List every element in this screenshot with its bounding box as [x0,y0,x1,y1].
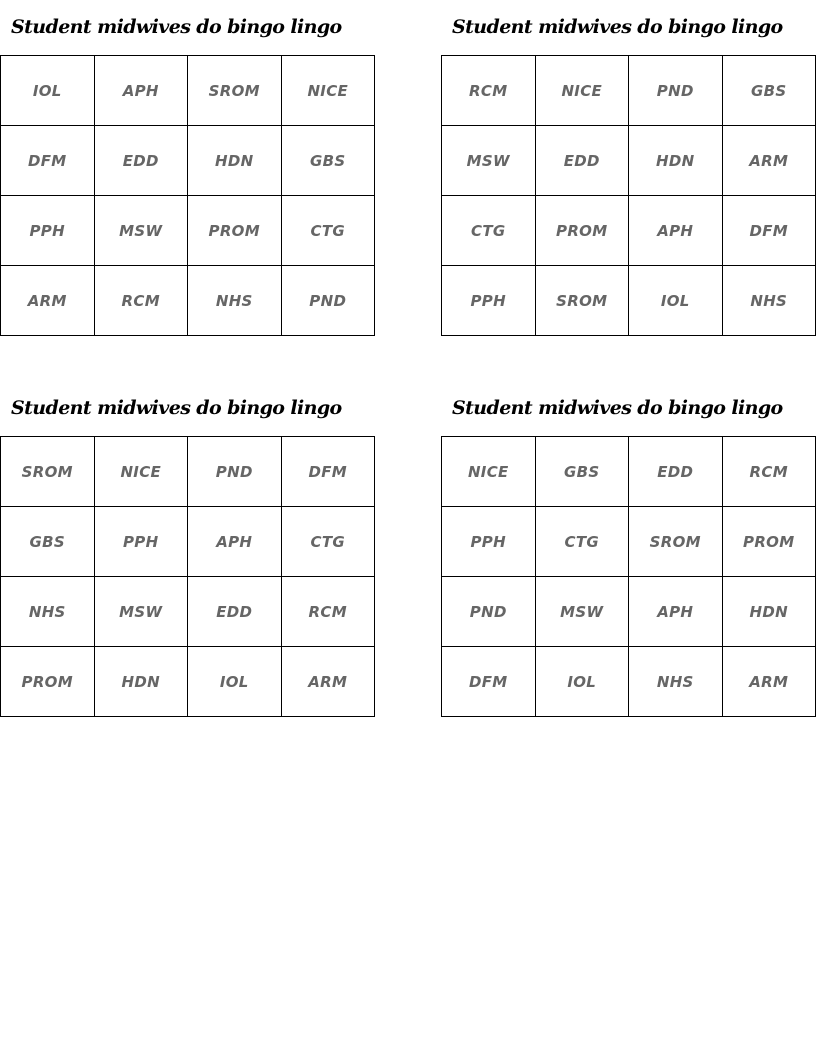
bingo-cell: RCM [442,56,536,126]
bingo-cell: RCM [95,266,189,336]
bingo-cell: PND [188,437,282,507]
bingo-cell: CTG [282,196,376,266]
bingo-cell: GBS [536,437,630,507]
bingo-cell: PROM [1,647,95,717]
bingo-cell: PND [282,266,376,336]
bingo-cell: APH [188,507,282,577]
bingo-cell: NICE [95,437,189,507]
bingo-cell: EDD [188,577,282,647]
bingo-cell: PPH [442,507,536,577]
bingo-cell: EDD [536,126,630,196]
bingo-cell: GBS [282,126,376,196]
bingo-cell: PPH [442,266,536,336]
bingo-card-3 [0,381,375,717]
bingo-cell: APH [629,196,723,266]
bingo-cell: DFM [442,647,536,717]
bingo-cell: RCM [723,437,816,507]
bingo-cell: SROM [629,507,723,577]
bingo-cell: NHS [629,647,723,717]
bingo-cell: PND [442,577,536,647]
bingo-card-4 [441,381,816,717]
bingo-cell: NICE [536,56,630,126]
bingo-cell: PPH [95,507,189,577]
bingo-cell: SROM [536,266,630,336]
bingo-cell: SROM [1,437,95,507]
bingo-cell: CTG [442,196,536,266]
bingo-cell: PROM [536,196,630,266]
bingo-grid [0,55,375,336]
bingo-cell: RCM [282,577,376,647]
bingo-card-title: Student midwives do bingo lingo [452,16,783,38]
bingo-cell: APH [95,56,189,126]
bingo-cell: PND [629,56,723,126]
bingo-cell: MSW [536,577,630,647]
bingo-cell: CTG [536,507,630,577]
bingo-cell: SROM [188,56,282,126]
bingo-cell: MSW [442,126,536,196]
bingo-cell: PROM [723,507,816,577]
bingo-cell: HDN [629,126,723,196]
bingo-cell: ARM [723,126,816,196]
bingo-cell: GBS [723,56,816,126]
bingo-cell: ARM [282,647,376,717]
bingo-cell: MSW [95,196,189,266]
bingo-cell: ARM [1,266,95,336]
bingo-grid [0,436,375,717]
bingo-cell: NHS [723,266,816,336]
bingo-cell: IOL [1,56,95,126]
bingo-cell: HDN [188,126,282,196]
bingo-cell: NICE [442,437,536,507]
bingo-cell: HDN [723,577,816,647]
bingo-cell: NHS [1,577,95,647]
bingo-cell: DFM [723,196,816,266]
bingo-cell: PPH [1,196,95,266]
bingo-cell: IOL [629,266,723,336]
bingo-cell: EDD [629,437,723,507]
bingo-cell: PROM [188,196,282,266]
bingo-cell: EDD [95,126,189,196]
bingo-cell: NICE [282,56,376,126]
bingo-grid [441,55,816,336]
bingo-cell: DFM [282,437,376,507]
bingo-cell: IOL [188,647,282,717]
bingo-cell: ARM [723,647,816,717]
bingo-card-title: Student midwives do bingo lingo [11,16,342,38]
bingo-card-2 [441,0,816,336]
bingo-cell: GBS [1,507,95,577]
bingo-grid [441,436,816,717]
bingo-cell: IOL [536,647,630,717]
bingo-cell: MSW [95,577,189,647]
bingo-cell: CTG [282,507,376,577]
bingo-cell: NHS [188,266,282,336]
bingo-card-1 [0,0,375,336]
bingo-card-title: Student midwives do bingo lingo [452,397,783,419]
bingo-cell: DFM [1,126,95,196]
bingo-cell: APH [629,577,723,647]
bingo-cell: HDN [95,647,189,717]
bingo-card-title: Student midwives do bingo lingo [11,397,342,419]
